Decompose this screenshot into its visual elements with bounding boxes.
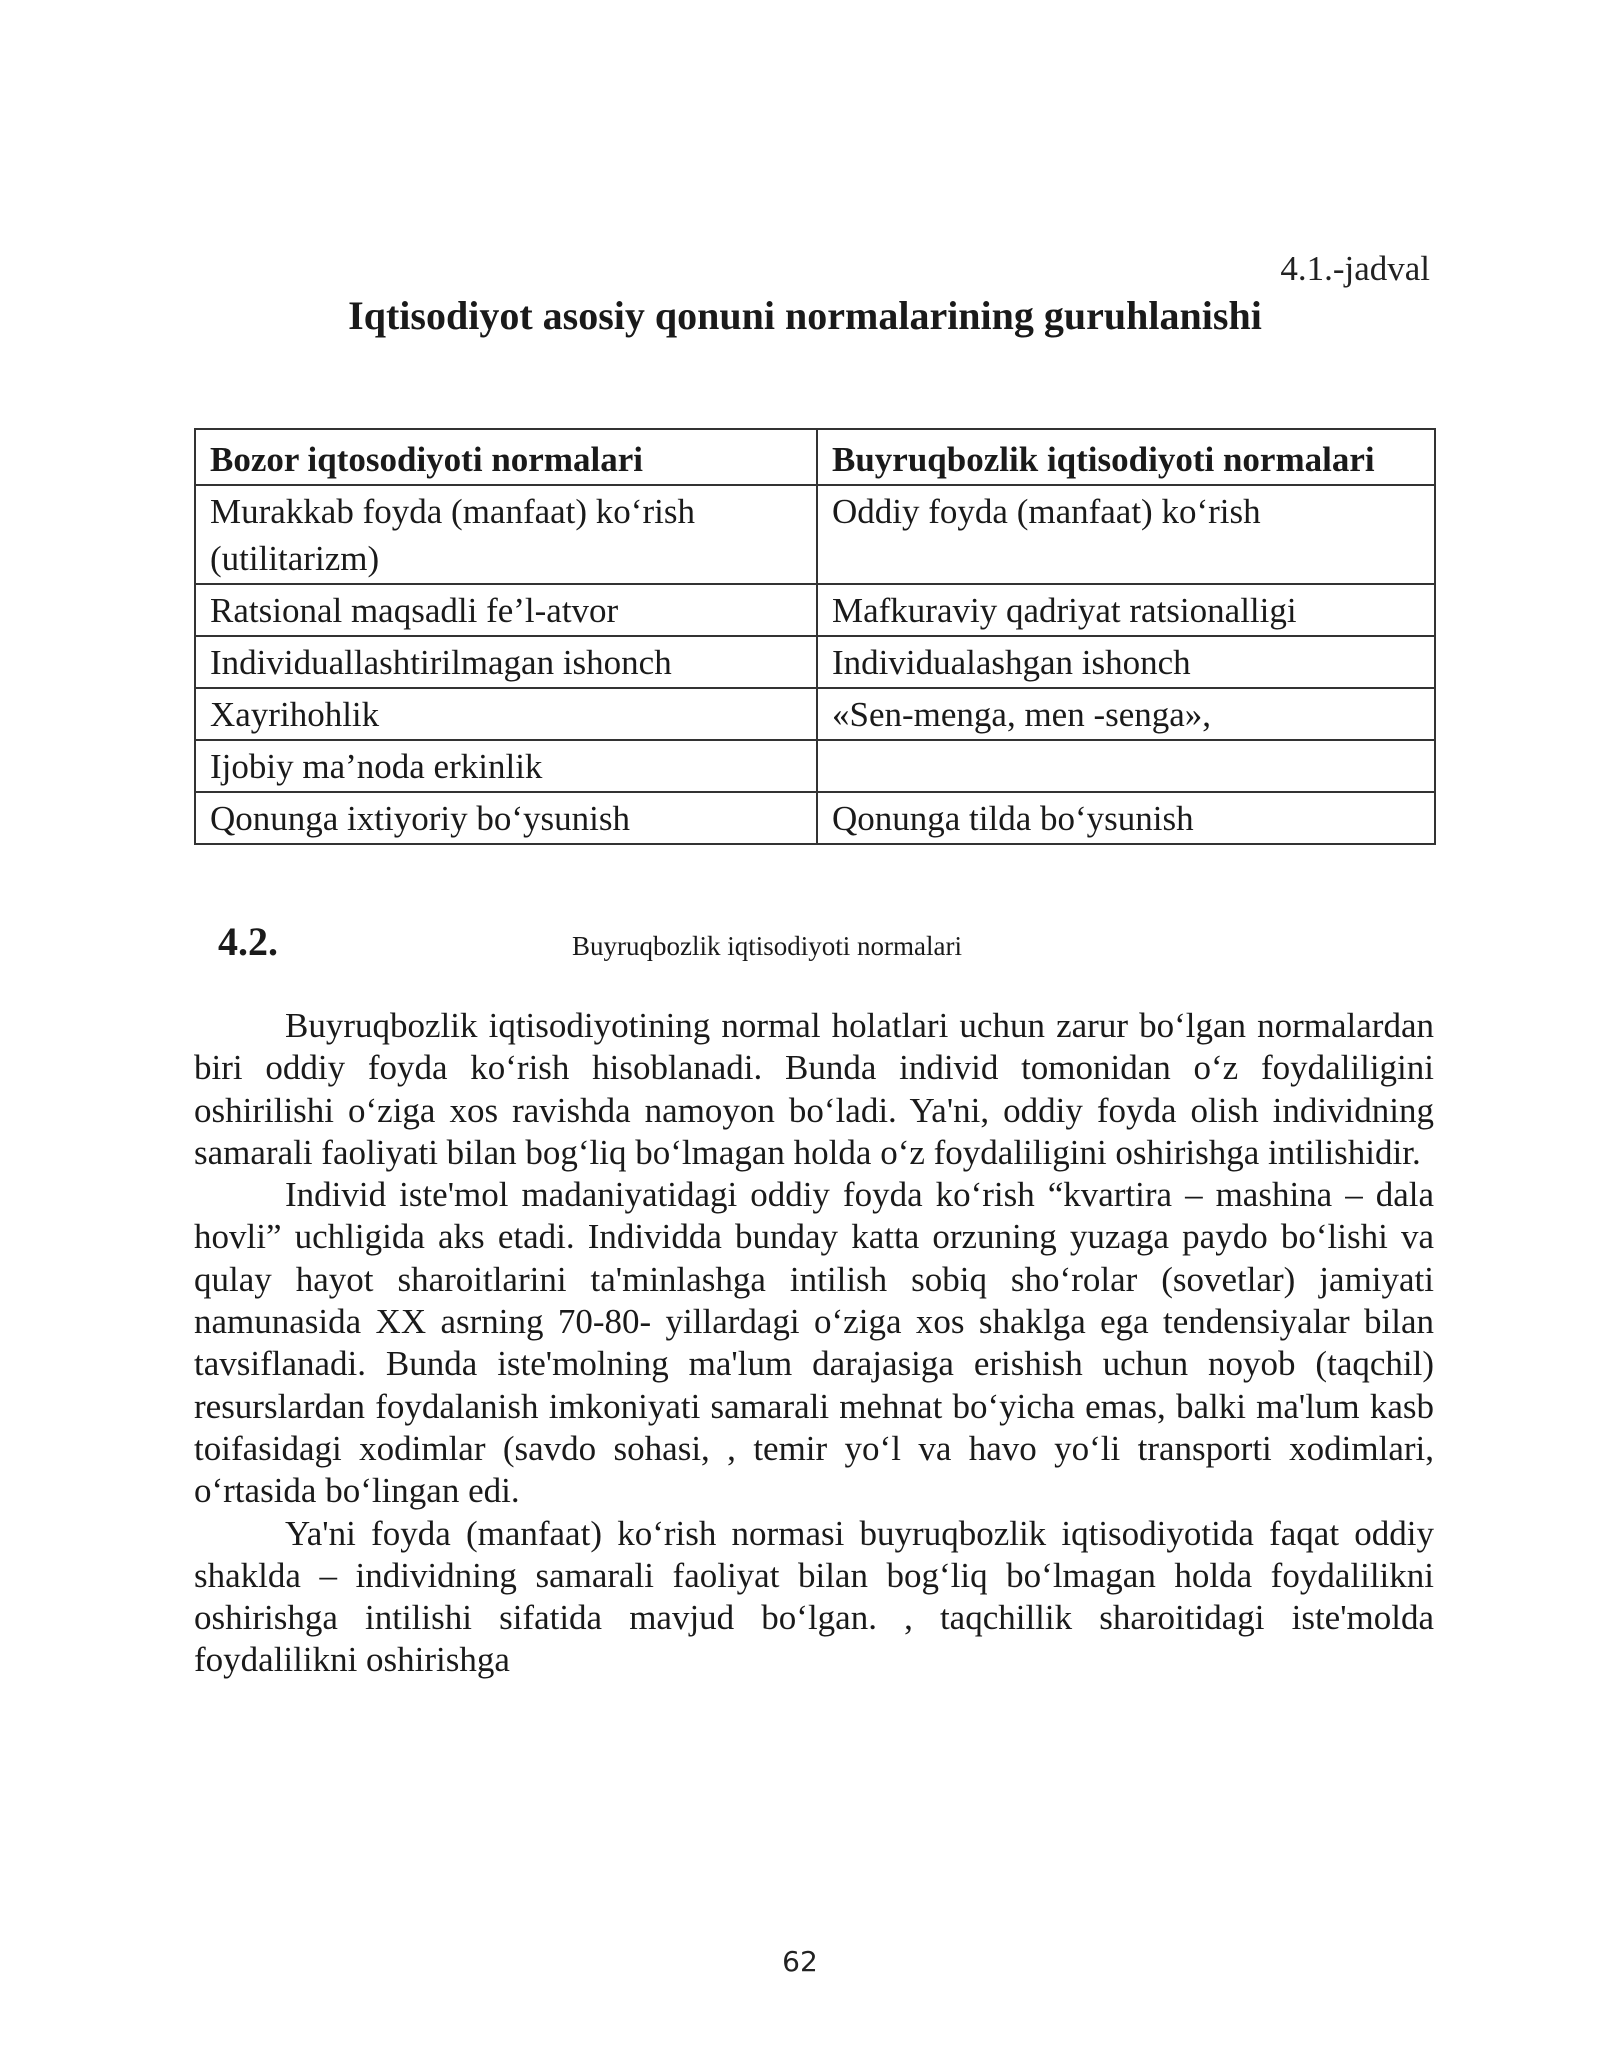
table-cell: Oddiy foyda (manfaat) ko‘rish xyxy=(817,485,1435,584)
table-cell: Xayrihohlik xyxy=(195,688,817,740)
table-cell: Murakkab foyda (manfaat) ko‘rish (utilitarizm) xyxy=(195,485,817,584)
table-row xyxy=(195,485,1435,584)
section-title: Buyruqbozlik iqtisodiyoti normalari xyxy=(572,931,962,961)
table-cell: Qonunga ixtiyoriy bo‘ysunish xyxy=(195,792,817,844)
table-cell: Ijobiy ma’noda erkinlik xyxy=(195,740,817,792)
table-row xyxy=(195,688,1435,740)
table-label: 4.1.-jadval xyxy=(1280,249,1430,288)
table-cell: Mafkuraviy qadriyat ratsionalligi xyxy=(817,584,1435,636)
section-number: 4.2. xyxy=(218,919,278,964)
column-header-market: Bozor iqtosodiyoti normalari xyxy=(195,429,817,485)
table-row xyxy=(195,740,1435,792)
table-cell: Individuallashtirilmagan ishonch xyxy=(195,636,817,688)
page-number: 62 xyxy=(782,1945,818,1978)
table-row xyxy=(195,636,1435,688)
paragraph: Ya'ni foyda (manfaat) ko‘rish normasi buyruqbozlik iqtisodiyotida faqat oddiy shaklda – individning samarali faoliyat bilan bog‘liq bo‘lmagan holda foydalilikni oshirishga intilishi sifatida mavjud bo‘lgan. , taqchillik sharoitidagi iste'molda foydalilikni oshirishga xyxy=(194,1513,1434,1680)
table-row xyxy=(195,792,1435,844)
norms-table xyxy=(194,428,1436,845)
paragraph: Individ iste'mol madaniyatidagi oddiy foyda ko‘rish “kvartira – mashina – dala hovli” uchligida aks etadi. Individda bunday katta orzuning yuzaga paydo bo‘lishi va qulay hayot sharoitlarini ta'minlashga intilish sobiq sho‘rolar (sovetlar) jamiyati namunasida XX asrning 70-80- yillardagi o‘ziga xos shaklga ega tendensiyalar bilan tavsiflanadi. Bunda iste'molning ma'lum darajasiga erishish uchun noyob (taqchil) resurslardan foydalanish imkoniyati samarali mehnat bo‘yicha emas, balki ma'lum kasb toifasidagi xodimlar (savdo sohasi, , temir yo‘l va havo yo‘li transporti xodimlari, o‘rtasida bo‘lingan edi. xyxy=(194,1175,1434,1511)
table-cell xyxy=(817,740,1435,792)
paragraph: Buyruqbozlik iqtisodiyotining normal holatlari uchun zarur bo‘lgan normalardan biri oddiy foyda ko‘rish hisoblanadi. Bunda individ tomonidan o‘z foydaliligini oshirilishi o‘ziga xos ravishda namoyon bo‘ladi. Ya'ni, oddiy foyda olish individning samarali faoliyati bilan bog‘liq bo‘lmagan holda o‘z foydaliligini oshirishga intilishidir. xyxy=(194,1006,1434,1172)
body-text xyxy=(194,1005,1434,1682)
table-cell: Qonunga tilda bo‘ysunish xyxy=(817,792,1435,844)
table-cell: Individualashgan ishonch xyxy=(817,636,1435,688)
table-row xyxy=(195,584,1435,636)
column-header-command: Buyruqbozlik iqtisodiyoti normalari xyxy=(817,429,1435,485)
table-cell: «Sen-menga, men -senga», xyxy=(817,688,1435,740)
table-cell: Ratsional maqsadli fe’l-atvor xyxy=(195,584,817,636)
table-header-row xyxy=(195,429,1435,485)
table-title: Iqtisodiyot asosiy qonuni normalarining guruhlanishi xyxy=(348,293,1262,338)
